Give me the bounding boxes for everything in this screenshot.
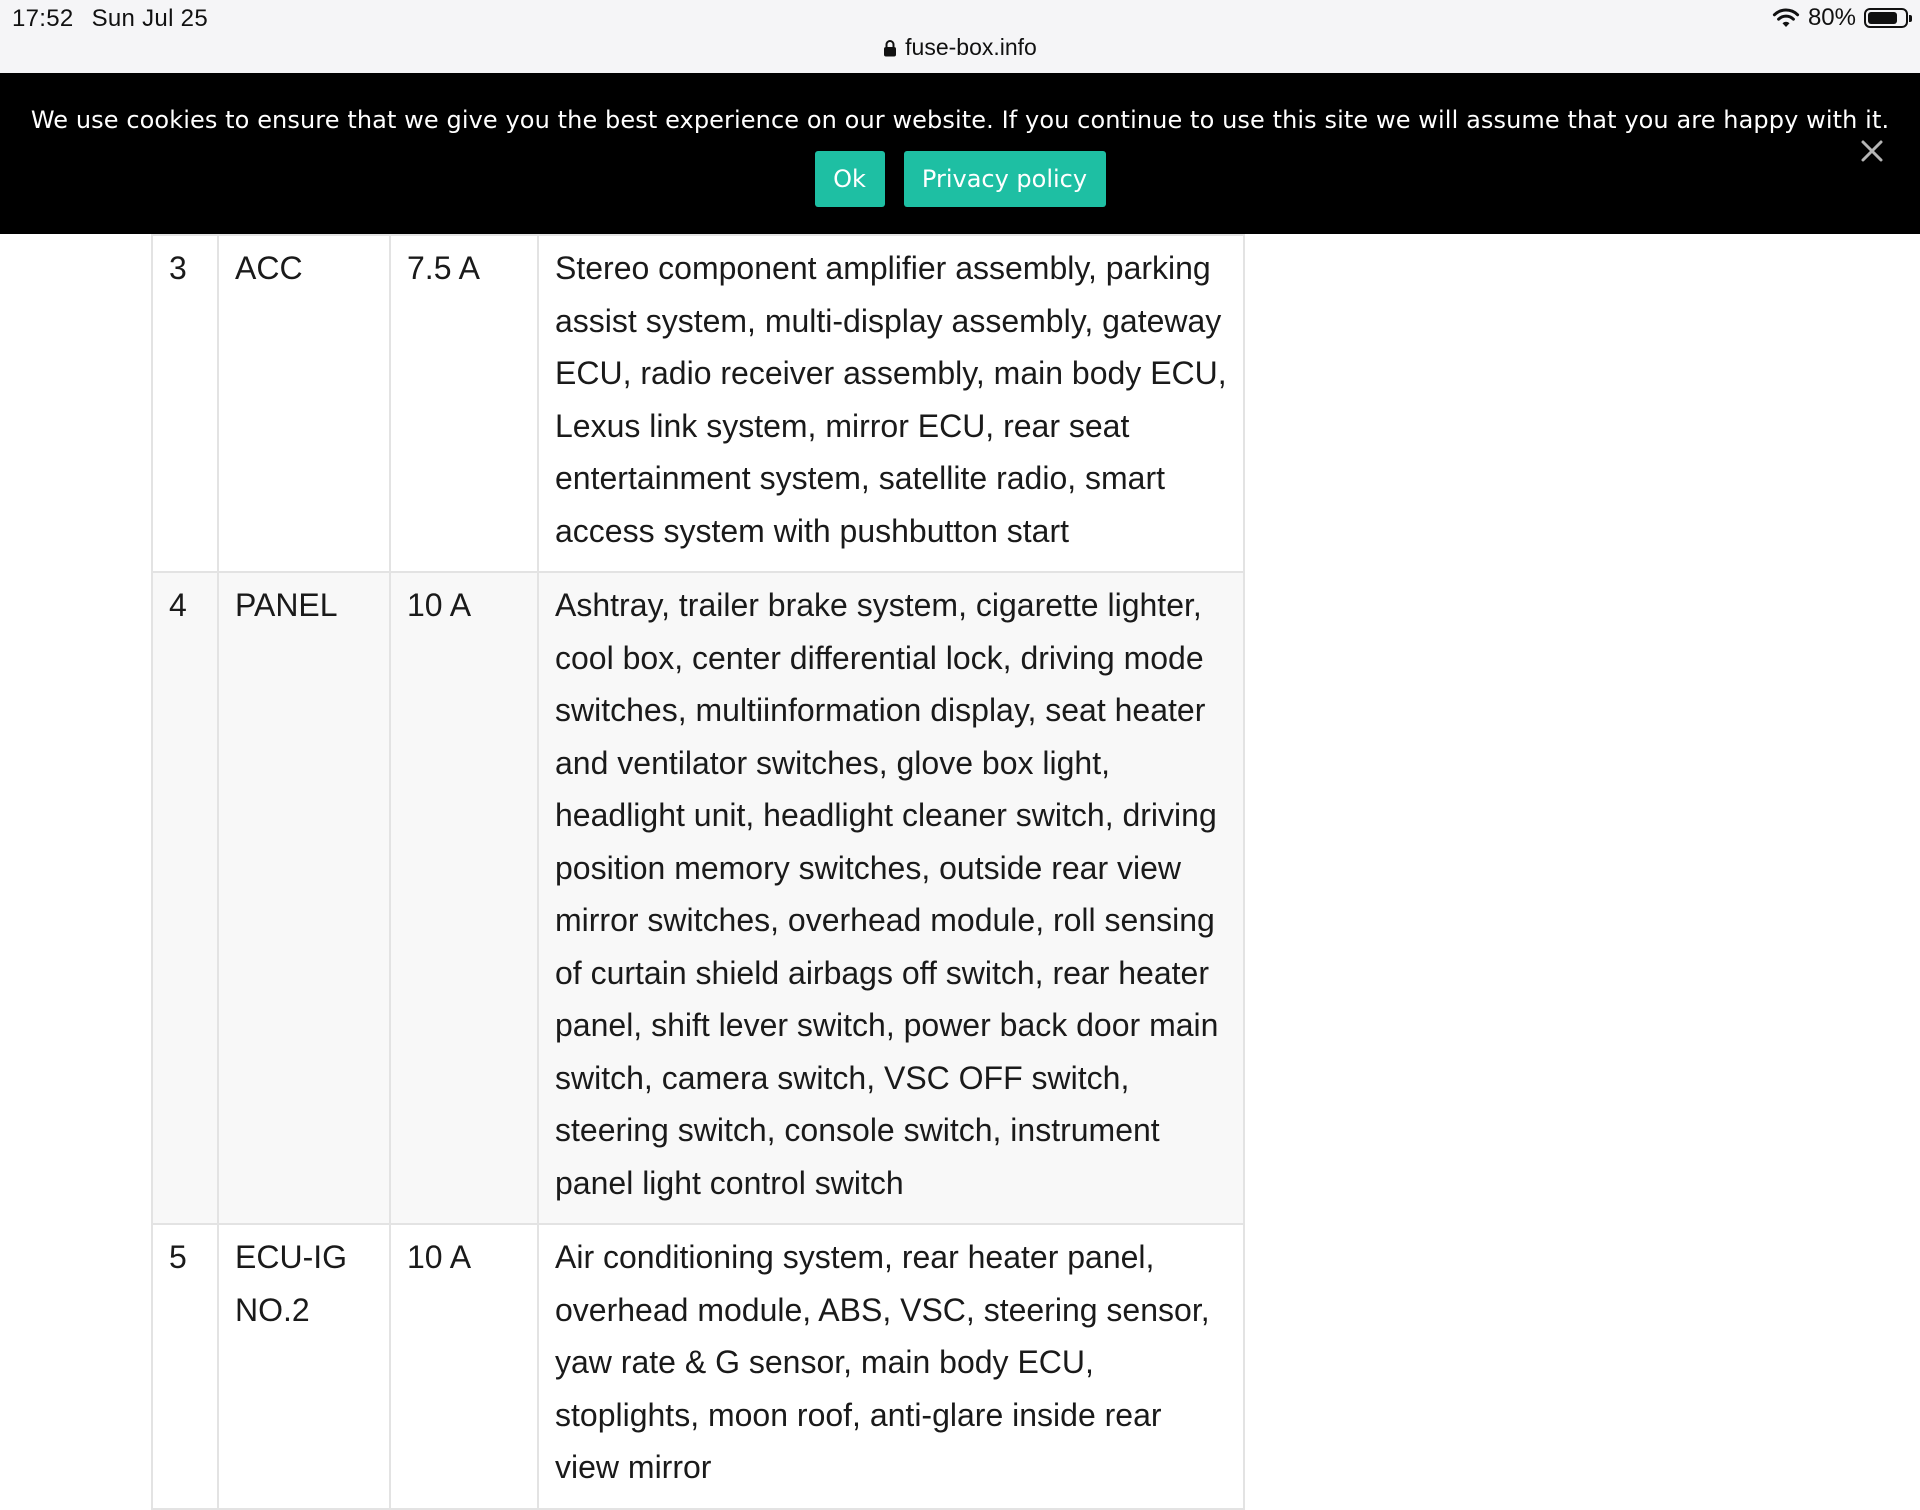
status-time: 17:52 [12,5,74,32]
fuse-number: 5 [152,1224,218,1509]
cookie-actions [0,151,1920,207]
status-bar [0,0,1920,74]
fuse-number: 3 [152,235,218,572]
fuse-amperage: 10 A [390,572,538,1224]
status-left [12,5,208,33]
fuse-amperage: 7.5 A [390,235,538,572]
fuse-table [151,234,1245,1510]
fuse-number: 4 [152,572,218,1224]
cookie-banner [0,73,1920,234]
url-domain: fuse-box.info [905,34,1037,60]
battery-fill [1868,12,1897,24]
url-bar[interactable] [0,34,1920,61]
privacy-policy-button[interactable]: Privacy policy [904,151,1106,207]
battery-percent: 80% [1807,4,1856,31]
table-row [152,572,1244,1224]
table-row [152,235,1244,572]
table-row [152,1224,1244,1509]
status-date: Sun Jul 25 [91,5,208,32]
lock-icon [883,39,897,57]
fuse-description: Stereo component amplifier assembly, parking assist system, multi-display assembly, gateway ECU, radio receiver assembly, main body ECU, Lexus link system, mirror ECU, rear seat entertainment system, satellite radio, smart access system with pushbutton start [538,235,1244,572]
fuse-amperage: 10 A [390,1224,538,1509]
fuse-name: ECU-IG NO.2 [218,1224,390,1509]
cookie-message: We use cookies to ensure that we give you the best experience on our website. If you continue to use this site we will assume that you are happy with it. [30,106,1890,134]
status-right [1772,4,1908,32]
cookie-ok-button[interactable]: Ok [815,151,885,207]
battery-icon [1864,8,1908,28]
fuse-description: Ashtray, trailer brake system, cigarette lighter, cool box, center differential lock, driving mode switches, multiinformation display, seat heater and ventilator switches, glove box light, headlight unit, headlight cleaner switch, driving position memory switches, outside rear view mirror switches, overhead module, roll sensing of curtain shield airbags off switch, rear heater panel, shift lever switch, power back door main switch, camera switch, VSC OFF switch, steering switch, console switch, instrument panel light control switch [538,572,1244,1224]
close-icon[interactable] [1858,137,1886,165]
wifi-icon [1772,7,1800,29]
fuse-description: Air conditioning system, rear heater panel, overhead module, ABS, VSC, steering sensor, yaw rate & G sensor, main body ECU, stoplights, moon roof, anti-glare inside rear view mirror [538,1224,1244,1509]
fuse-name: PANEL [218,572,390,1224]
fuse-name: ACC [218,235,390,572]
